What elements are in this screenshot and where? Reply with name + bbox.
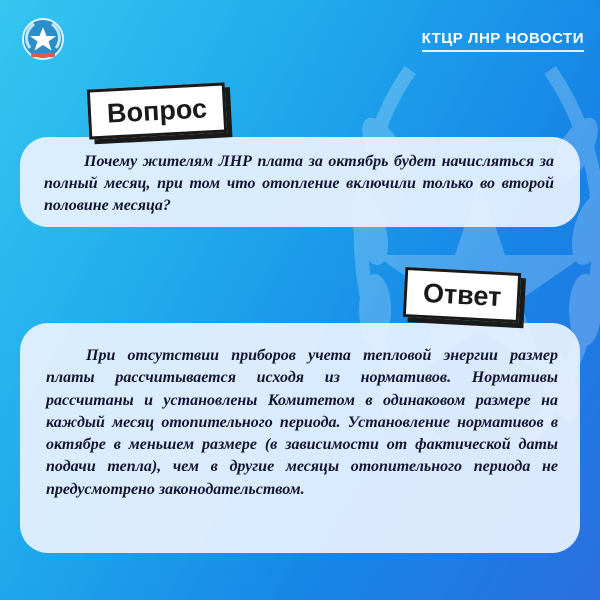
question-tag: Вопрос	[87, 82, 227, 139]
header-title: КТЦР ЛНР НОВОСТИ	[422, 30, 584, 52]
question-card	[20, 137, 580, 227]
emblem-icon	[18, 14, 68, 64]
answer-text: При отсутствии приборов учета тепловой энергии размер платы рассчитывается исходя из нормативов. Нормативы рассчитаны и установлены Комитетом в одинаковом размере на каждый месяц отопительного периода. Установление нормативов в октябре в меньшем размере (в зависимости от фактической даты подачи тепла), чем в другие месяцы отопительного периода не предусмотрено законодательством.	[46, 347, 558, 498]
answer-tag: Ответ	[403, 267, 522, 323]
question-text: Почему жителям ЛНР плата за октябрь будет начисляться за полный месяц, при том что отопление включили только во второй половине месяца?	[44, 153, 554, 214]
answer-card	[20, 323, 580, 553]
